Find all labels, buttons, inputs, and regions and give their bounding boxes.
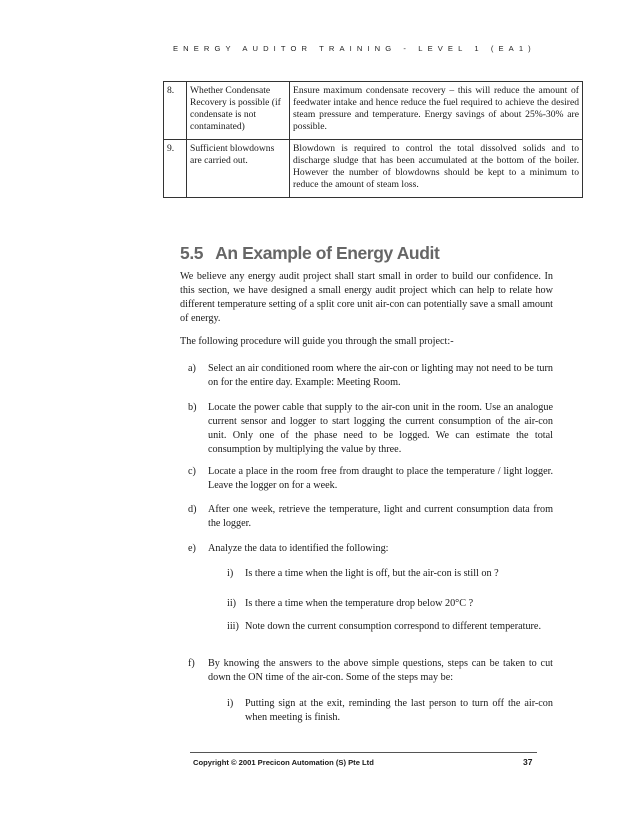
section-heading [180, 243, 439, 264]
list-item-text: Locate the power cable that supply to the air-con unit in the room. Use an analogue current sensor and logger to start logging the current consumption of the air-con unit. Only one of the phase need to be logged. We can estimate the total consumption by multiplying the value by three. [208, 402, 553, 455]
list-item-label: e) [188, 543, 196, 554]
list-item-label: c) [188, 466, 196, 477]
list-item-label: f) [188, 658, 195, 669]
row-condition: Sufficient blowdowns are carried out. [187, 140, 290, 198]
sub-item-text: Note down the current consumption correspond to different temperature. [245, 621, 542, 632]
checklist-table [163, 81, 583, 198]
table-row [164, 140, 583, 198]
list-item-text: Analyze the data to identified the following: [208, 543, 389, 554]
page-number: 37 [523, 757, 533, 767]
running-header: ENERGY AUDITOR TRAINING - LEVEL 1 (EA1) [173, 44, 536, 53]
sub-item-label: i) [227, 698, 234, 709]
list-item [188, 542, 553, 556]
list-item-label: b) [188, 402, 197, 413]
lead-paragraph: The following procedure will guide you through the small project:- [180, 336, 454, 347]
list-item-text: Locate a place in the room free from draught to place the temperature / light logger. Leave the logger on for a week. [208, 466, 553, 491]
sub-item-label: i) [227, 568, 234, 579]
intro-paragraph: We believe any energy audit project shall start small in order to build our confidence. In this section, we have designed a small energy audit project which can help to relate how different temperature setting of a split core unit air-con can potentially save a small amount of energy. [180, 271, 553, 324]
sub-item-label: iii) [227, 621, 239, 632]
list-item [188, 362, 553, 390]
sub-item-text: Putting sign at the exit, reminding the last person to turn off the air-con when meeting is finish. [245, 698, 553, 723]
list-item [188, 465, 553, 493]
table-row [164, 82, 583, 140]
sub-list-item [227, 697, 553, 725]
sub-item-text: Is there a time when the temperature drop below 20°C ? [245, 598, 474, 609]
row-description: Ensure maximum condensate recovery – this will reduce the amount of feedwater intake and hence reduce the fuel required to achieve the desired steam pressure and temperature. Energy savings of about 25%-30% are possible. [290, 82, 583, 140]
footer-divider [190, 752, 537, 753]
list-item-text: After one week, retrieve the temperature, light and current consumption data from the logger. [208, 504, 553, 529]
list-item-text: By knowing the answers to the above simple questions, steps can be taken to cut down the ON time of the air-con. Some of the steps may be: [208, 658, 553, 683]
section-number: 5.5 [180, 243, 204, 263]
row-condition: Whether Condensate Recovery is possible (if condensate is not contaminated) [187, 82, 290, 140]
list-item-label: d) [188, 504, 197, 515]
sub-item-text: Is there a time when the light is off, but the air-con is still on ? [245, 568, 499, 579]
footer-copyright: Copyright © 2001 Precicon Automation (S) Pte Ltd [193, 758, 374, 767]
sub-list-item [227, 597, 553, 611]
list-item-text: Select an air conditioned room where the air-con or lighting may not need to be turn on for the entire day. Example: Meeting Room. [208, 363, 553, 388]
section-title: An Example of Energy Audit [215, 243, 440, 263]
list-item [188, 657, 553, 685]
sub-list-item [227, 620, 553, 634]
row-number: 8. [164, 82, 187, 140]
row-number: 9. [164, 140, 187, 198]
list-item [188, 401, 553, 457]
list-item-label: a) [188, 363, 196, 374]
sub-item-label: ii) [227, 598, 237, 609]
sub-list-item [227, 567, 553, 581]
list-item [188, 503, 553, 531]
row-description: Blowdown is required to control the total dissolved solids and to discharge sludge that has been accumulated at the bottom of the boiler. However the number of blowdowns should be kept to a minimum to reduce the amount of steam loss. [290, 140, 583, 198]
